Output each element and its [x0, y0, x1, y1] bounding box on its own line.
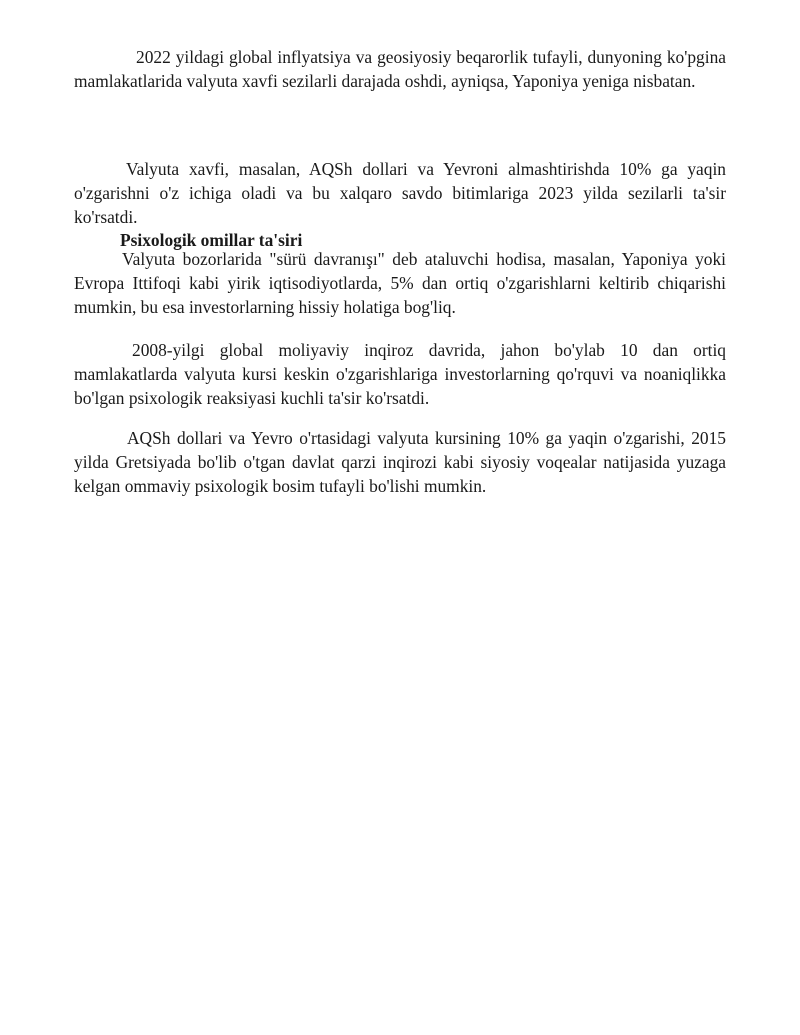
- paragraph-2015-greece: AQSh dollari va Yevro o'rtasidagi valyuta kursining 10% ga yaqin o'zgarishi, 2015 yilda Gretsiyada bo'lib o'tgan davlat qarzi inqirozi kabi siyosiy voqealar natijasida yuzaga kelgan ommaviy psixologik bosim tufayli bo'lishi mumkin.: [74, 428, 726, 496]
- section-heading: Psixologik omillar ta'siri: [120, 230, 303, 250]
- paragraph-herd-behavior: Valyuta bozorlarida "sürü davranışı" deb ataluvchi hodisa, masalan, Yaponiya yoki Evropa Ittifoqi kabi yirik iqtisodiyotlarda, 5% dan ortiq o'zgarishlarni keltirib chiqarishi mumkin, bu esa investorlarning hissiy holatiga bog'liq.: [74, 249, 726, 317]
- paragraph-inflation: 2022 yildagi global inflyatsiya va geosiyosiy beqarorlik tufayli, dunyoning ko'pgina mamlakatlarida valyuta xavfi sezilarli darajada oshdi, ayniqsa, Yaponiya yeniga nisbatan.: [74, 47, 726, 91]
- paragraph-2008-crisis: 2008-yilgi global moliyaviy inqiroz davrida, jahon bo'ylab 10 dan ortiq mamlakatlarda valyuta kursi keskin o'zgarishlariga investorlarning qo'rquvi va noaniqlikka bo'lgan psixologik reaksiyasi kuchli ta'sir ko'rsatdi.: [74, 340, 726, 408]
- paragraph-currency-risk: Valyuta xavfi, masalan, AQSh dollari va Yevroni almashtirishda 10% ga yaqin o'zgarishni o'z ichiga oladi va bu xalqaro savdo bitimlariga 2023 yilda sezilarli ta'sir ko'rsatdi.: [74, 159, 726, 227]
